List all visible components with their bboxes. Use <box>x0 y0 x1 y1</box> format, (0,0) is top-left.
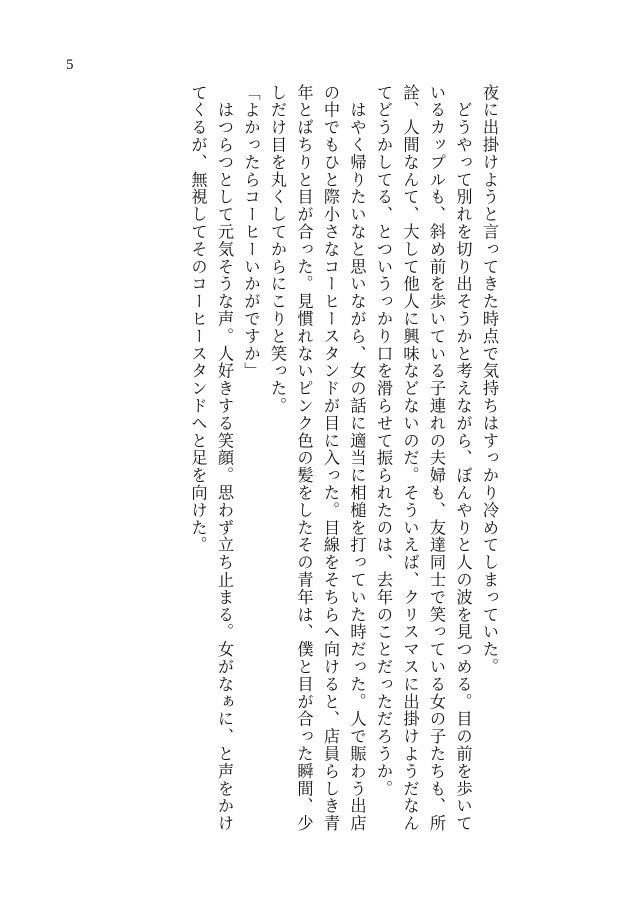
paragraph-2: どうやって別れを切り出そうかと考えながら、ぼんやりと人の波を見つめる。目の前を歩いているカップルも、斜め前を歩いている子連れの夫婦も、友達同士で笑っている女の子たちも、所詮、人間なんて、大して他人に興味などないのだ。そういえば、クリスマスに出掛けようだなんてどうかしてる、とついうっかり口を滑らせて振られたのは、去年のことだっただろうか。 <box>374 84 473 833</box>
vertical-text-body <box>92 84 502 844</box>
page-number: 5 <box>66 57 74 73</box>
paragraph-5: はつらつとして元気そうな声。人好きする笑顔。思わず立ち止まる。女がなぁに、と声をかけてくるが、無視してそのコーヒースタンドへと足を向けた。 <box>188 84 234 833</box>
paragraph-4: 「よかったらコーヒーいかがですか」 <box>241 84 261 380</box>
paragraph-3: はやく帰りたいなと思いながら、女の話に適当に相槌を打っていた時だった。人で賑わう出店の中でもひと際小さなコーヒースタンドが目に入った。目線をそちらへ向けると、店員らしき青年とばちりと目が合った。見慣れないピンク色の髪をしたその青年は、僕と目が合った瞬間、少しだけ目を丸くしてからにこりと笑った。 <box>268 84 367 833</box>
paragraph-1: 夜に出掛けようと言ってきた時点で気持ちはすっかり冷めてしまっていた。 <box>480 84 499 676</box>
